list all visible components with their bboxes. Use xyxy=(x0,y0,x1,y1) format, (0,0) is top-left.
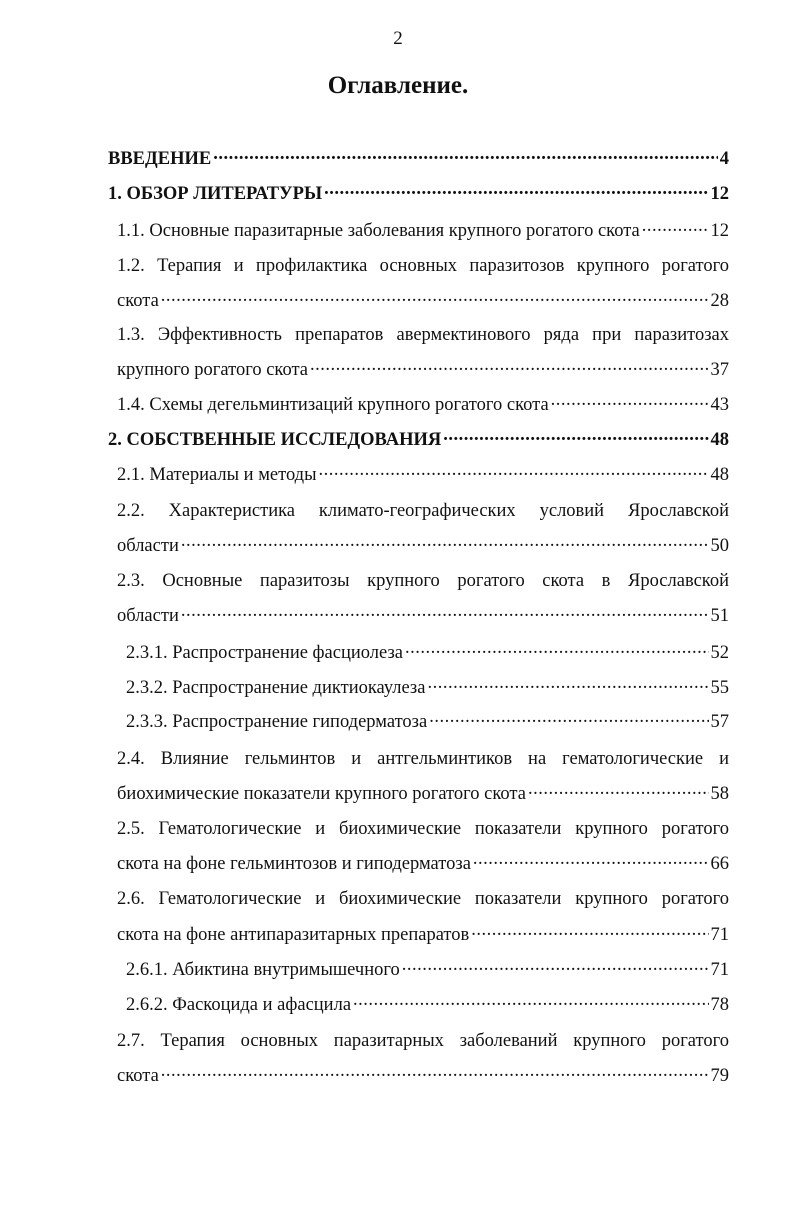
toc-entry-label: биохимические показатели крупного рогатого скота xyxy=(117,784,526,804)
leader-dots xyxy=(429,715,708,735)
toc-entry-page: 57 xyxy=(710,712,729,732)
toc-entry-2-6-2[interactable] xyxy=(126,988,729,1023)
toc-entry-label: крупного рогатого скота xyxy=(117,360,308,380)
toc-entry-2-5[interactable] xyxy=(117,847,729,882)
toc-entry-1-1[interactable] xyxy=(117,214,729,249)
leader-dots xyxy=(324,187,708,207)
toc-entry-2-3-3[interactable] xyxy=(126,705,729,740)
leader-dots xyxy=(402,963,709,983)
toc-entry-1-3[interactable] xyxy=(117,353,729,388)
toc-entry-2-7-line1[interactable]: 2.7. Терапия основных паразитарных заболеваний крупного рогатого xyxy=(117,1031,729,1051)
toc-entry-label: скота на фоне гельминтозов и гиподерматоза xyxy=(117,854,471,874)
toc-entry-1-2[interactable] xyxy=(117,284,729,319)
toc-entry-2-3-2[interactable] xyxy=(126,671,729,706)
toc-entry-2-5-line1[interactable]: 2.5. Гематологические и биохимические показатели крупного рогатого xyxy=(117,819,729,839)
leader-dots xyxy=(551,398,709,418)
toc-entry-label: 2.1. Материалы и методы xyxy=(117,465,317,485)
toc-entry-label: 1. ОБЗОР ЛИТЕРАТУРЫ xyxy=(108,184,323,204)
toc-entry-page: 52 xyxy=(710,643,729,663)
leader-dots xyxy=(353,998,708,1018)
toc-entry-page: 78 xyxy=(710,995,729,1015)
toc-entry-page: 48 xyxy=(710,465,729,485)
toc-entry-section-1[interactable] xyxy=(108,177,729,212)
leader-dots xyxy=(471,928,708,948)
toc-entry-page: 43 xyxy=(710,395,729,415)
toc-entry-section-2[interactable] xyxy=(108,423,729,458)
leader-dots xyxy=(319,468,709,488)
toc-entry-2-6-1[interactable] xyxy=(126,953,729,988)
toc-entry-label: скота xyxy=(117,291,159,311)
toc-title: Оглавление. xyxy=(327,72,469,99)
toc-entry-2-3[interactable] xyxy=(117,599,729,634)
leader-dots xyxy=(181,609,709,629)
toc-entry-label: 2.3.2. Распространение диктиокаулеза xyxy=(126,678,426,698)
leader-dots xyxy=(213,152,718,172)
leader-dots xyxy=(427,681,708,701)
toc-entry-page: 55 xyxy=(710,678,729,698)
toc-entry-2-7[interactable] xyxy=(117,1059,729,1094)
leader-dots xyxy=(473,857,709,877)
leader-dots xyxy=(405,646,709,666)
toc-entry-2-6[interactable] xyxy=(117,918,729,953)
toc-entry-page: 50 xyxy=(710,536,729,556)
toc-entry-intro[interactable] xyxy=(108,142,729,177)
toc-entry-label: 2.6.2. Фаскоцида и афасцила xyxy=(126,995,352,1015)
toc-entry-page: 79 xyxy=(710,1066,729,1086)
toc-entry-2-3-line1[interactable]: 2.3. Основные паразитозы крупного рогатого скота в Ярославской xyxy=(117,571,729,591)
toc-entry-label: области xyxy=(117,536,179,556)
toc-entry-page: 28 xyxy=(710,291,729,311)
toc-entry-label: области xyxy=(117,606,179,626)
toc-entry-1-4[interactable] xyxy=(117,388,729,423)
toc-entry-page: 58 xyxy=(710,784,729,804)
toc-entry-2-3-1[interactable] xyxy=(126,636,729,671)
toc-entry-2-2-line1[interactable]: 2.2. Характеристика климато-географических условий Ярославской xyxy=(117,501,729,521)
toc-entry-page: 51 xyxy=(710,606,729,626)
page-number: 2 xyxy=(393,28,403,49)
toc-entry-2-4[interactable] xyxy=(117,777,729,812)
toc-entry-1-3-line1[interactable]: 1.3. Эффективность препаратов авермектинового ряда при паразитозах xyxy=(117,325,729,345)
toc-entry-page: 12 xyxy=(710,184,729,204)
leader-dots xyxy=(443,433,708,453)
toc-entry-page: 71 xyxy=(710,960,729,980)
toc-entry-2-2[interactable] xyxy=(117,529,729,564)
toc-entry-2-4-line1[interactable]: 2.4. Влияние гельминтов и антгельминтиков на гематологические и xyxy=(117,749,729,769)
toc-entry-label: 1.1. Основные паразитарные заболевания крупного рогатого скота xyxy=(117,221,640,241)
toc-entry-page: 12 xyxy=(710,221,729,241)
leader-dots xyxy=(161,1069,709,1089)
leader-dots xyxy=(642,224,709,244)
toc-entry-label: скота xyxy=(117,1066,159,1086)
toc-entry-page: 4 xyxy=(719,149,729,169)
toc-entry-label: 2.6.1. Абиктина внутримышечного xyxy=(126,960,400,980)
toc-entry-label: 2. СОБСТВЕННЫЕ ИССЛЕДОВАНИЯ xyxy=(108,430,442,450)
toc-entry-label: ВВЕДЕНИЕ xyxy=(108,149,212,169)
toc-entry-1-2-line1[interactable]: 1.2. Терапия и профилактика основных паразитозов крупного рогатого xyxy=(117,256,729,276)
toc-entry-page: 66 xyxy=(710,854,729,874)
toc-entry-2-1[interactable] xyxy=(117,458,729,493)
leader-dots xyxy=(528,787,709,807)
toc-entry-label: 1.4. Схемы дегельминтизаций крупного рогатого скота xyxy=(117,395,549,415)
toc-entry-page: 37 xyxy=(710,360,729,380)
leader-dots xyxy=(181,539,709,559)
toc-entry-label: скота на фоне антипаразитарных препаратов xyxy=(117,925,470,945)
toc-entry-label: 2.3.3. Распространение гиподерматоза xyxy=(126,712,428,732)
toc-entry-page: 48 xyxy=(710,430,729,450)
toc-entry-2-6-line1[interactable]: 2.6. Гематологические и биохимические показатели крупного рогатого xyxy=(117,889,729,909)
toc-entry-label: 2.3.1. Распространение фасциолеза xyxy=(126,643,403,663)
leader-dots xyxy=(161,294,709,314)
toc-entry-page: 71 xyxy=(710,925,729,945)
leader-dots xyxy=(310,363,709,383)
